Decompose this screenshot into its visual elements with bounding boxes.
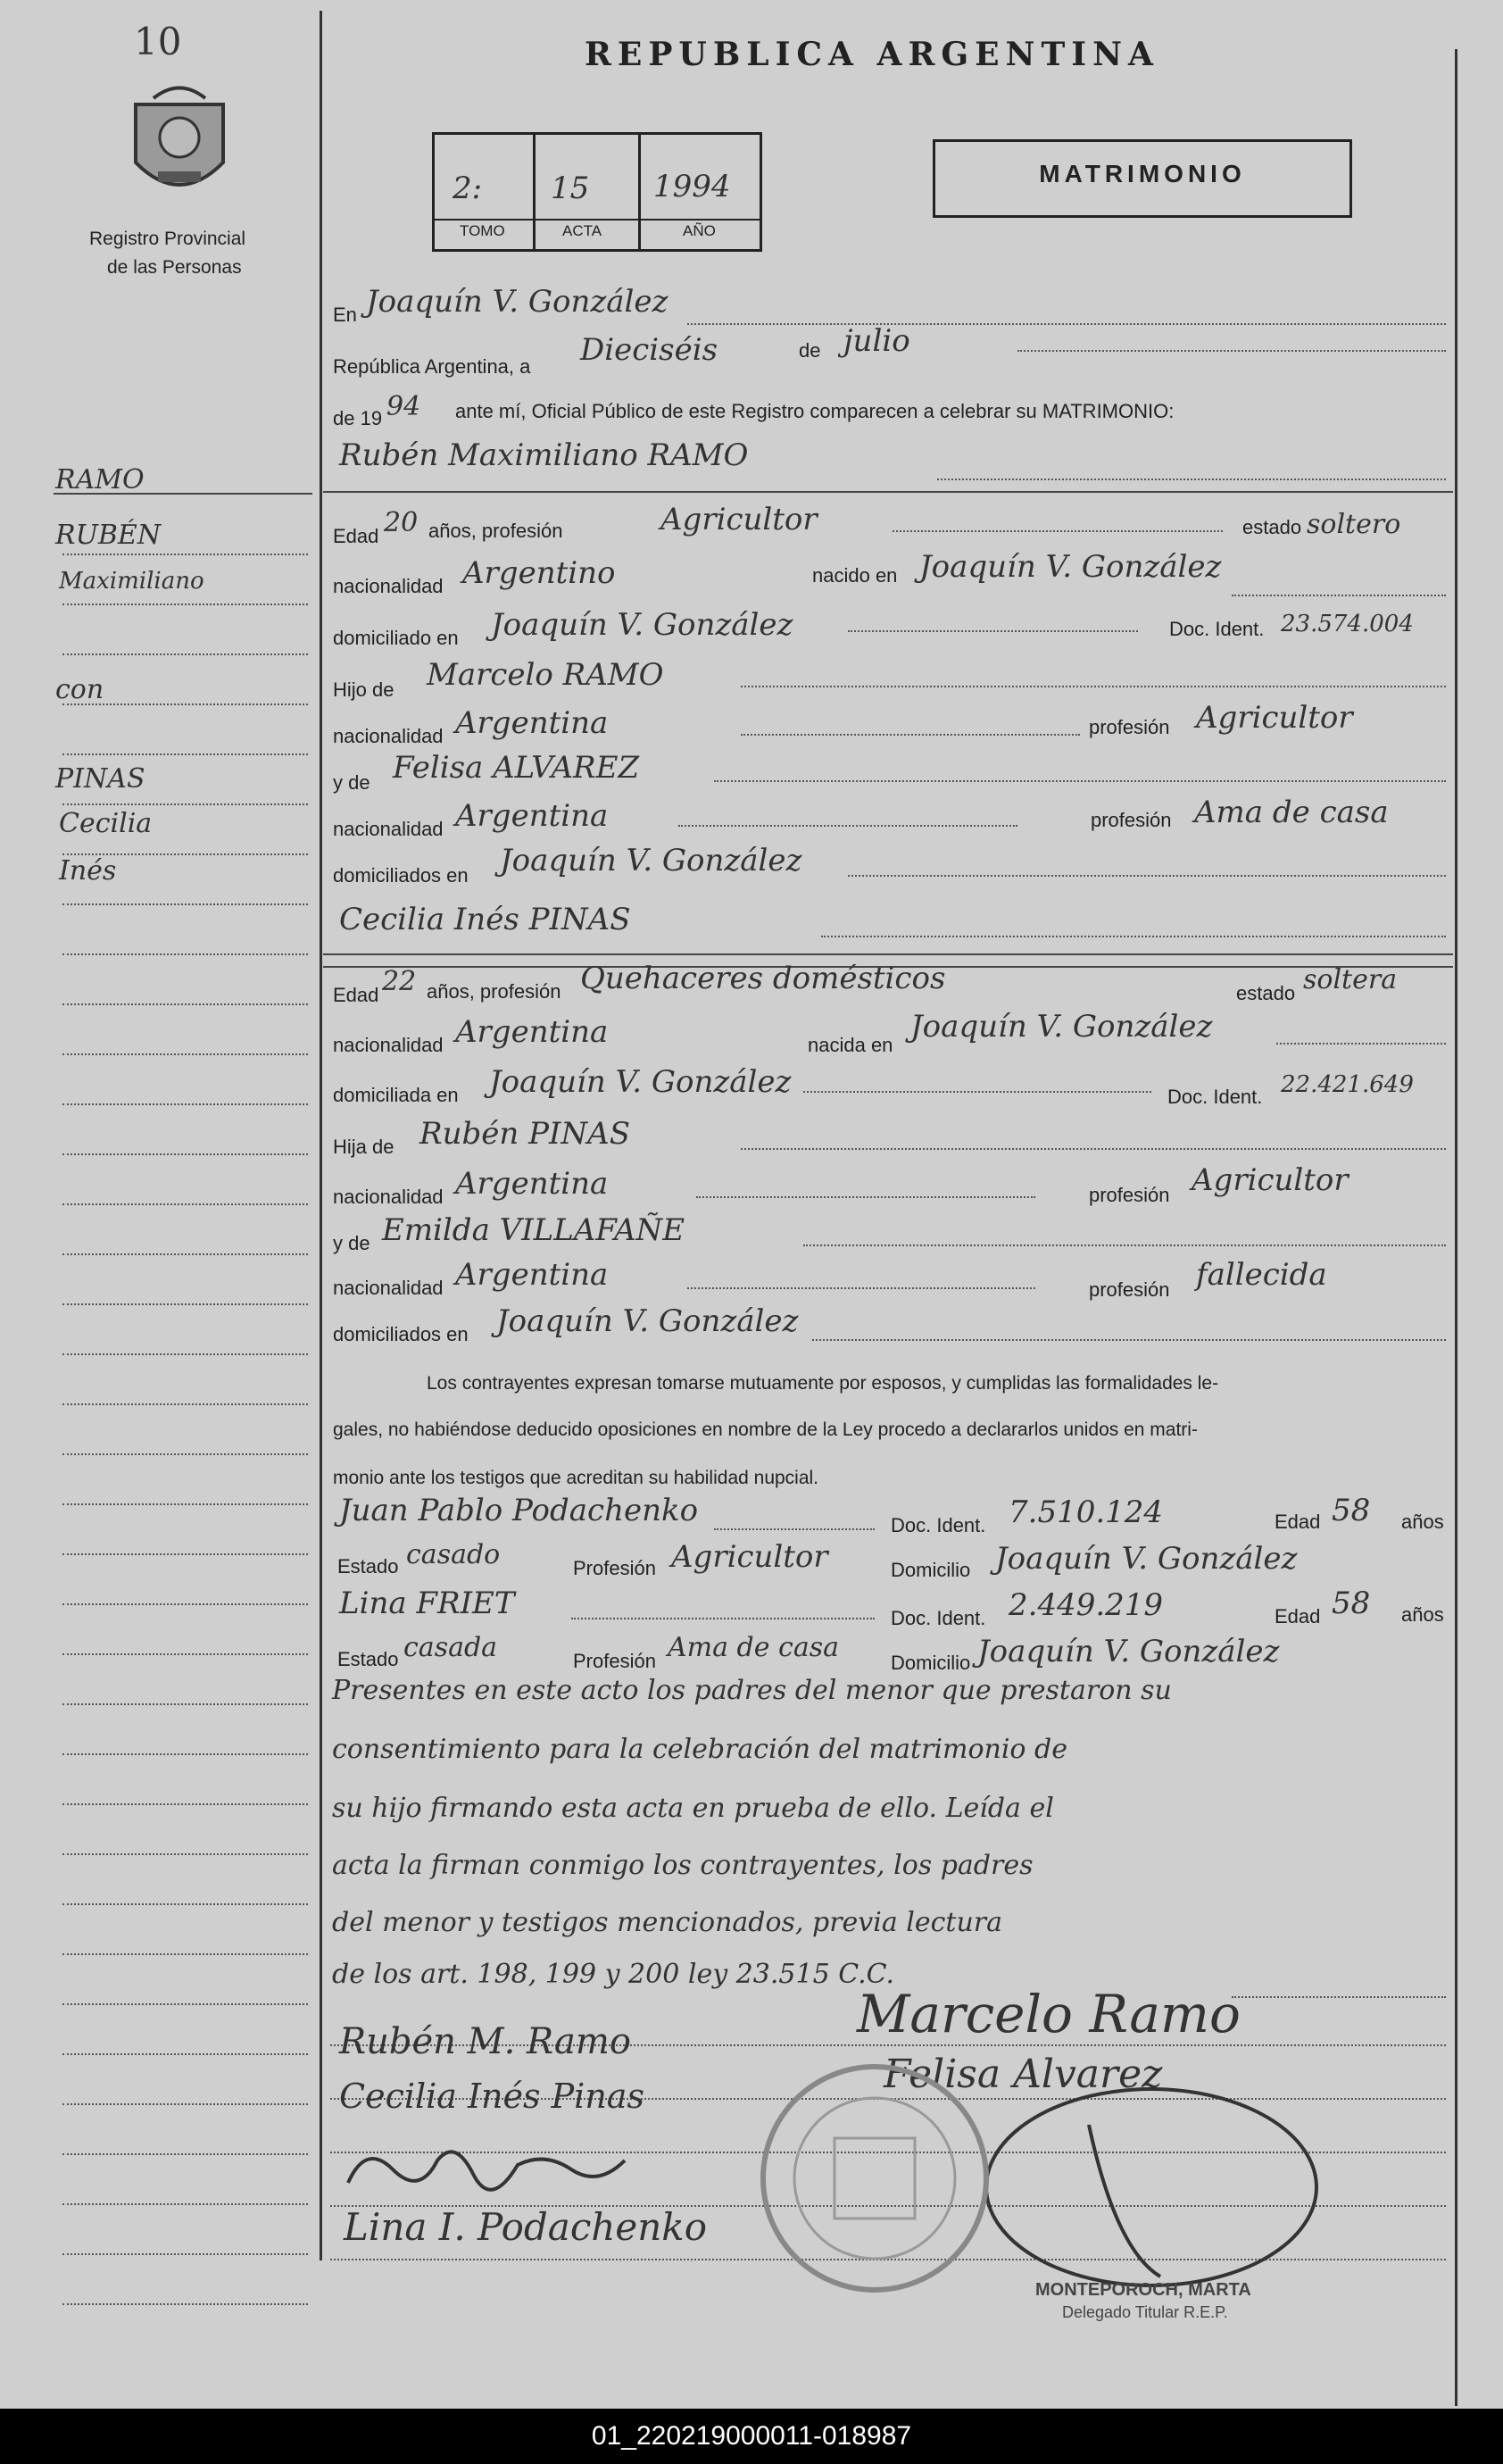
margin-note: con <box>55 674 104 705</box>
margin-rule <box>62 1003 308 1005</box>
groom-domiciliado-label: domiciliado en <box>333 627 459 649</box>
bride-mother-nat-label: nacionalidad <box>333 1277 444 1299</box>
note-line: su hijo firmando esta acta en prueba de ello. Leída el <box>332 1793 1054 1824</box>
groom-father-prof-label: profesión <box>1089 716 1170 738</box>
groom-nationality: Argentino <box>462 555 616 591</box>
groom-father-nat-label: nacionalidad <box>333 725 444 747</box>
declaration-line-1: Los contrayentes expresan tomarse mutuamente por esposos, y cumplidas las formalidades le- <box>427 1373 1219 1394</box>
right-border-line <box>1455 49 1457 2406</box>
bride-full-name: Cecilia Inés PINAS <box>339 902 631 937</box>
declaration-line-3: monio ante los testigos que acreditan su habilidad nupcial. <box>333 1468 819 1488</box>
groom-hijo-label: Hijo de <box>333 678 394 701</box>
groom-mother-profession: Ama de casa <box>1194 795 1389 830</box>
bride-hija-label: Hija de <box>333 1136 394 1158</box>
groom-section-rule <box>323 491 1453 493</box>
groom-domicile: Joaquín V. González <box>491 607 793 643</box>
bride-nationality: Argentina <box>455 1014 609 1050</box>
bride-domiciliada-label: domiciliada en <box>333 1084 459 1106</box>
margin-rule <box>62 653 308 655</box>
bride-mother: Emilda VILLAFAÑE <box>382 1212 685 1248</box>
margin-rule <box>62 1353 308 1355</box>
witness1-domicile: Joaquín V. González <box>995 1541 1298 1577</box>
bride-age: 22 <box>382 966 417 997</box>
margin-rule <box>62 803 308 805</box>
groom-parents-dom-label: domiciliados en <box>333 864 469 887</box>
margin-rule <box>62 2303 308 2305</box>
groom-anos-prof-label: años, profesión <box>428 520 563 542</box>
margin-rule <box>62 2203 308 2205</box>
margin-rule <box>62 1753 308 1755</box>
bride-section-rule-top <box>323 953 1453 955</box>
declaration-line-2: gales, no habiéndose deducido oposiciones en nombre de la Ley procedo a declararlos unidos en matri- <box>333 1419 1198 1440</box>
margin-rule <box>62 2003 308 2005</box>
witness1-anos-label: años <box>1401 1511 1444 1533</box>
groom-doc: 23.574.004 <box>1281 611 1414 637</box>
margin-note: PINAS <box>55 763 145 795</box>
margin-rule <box>62 1603 308 1605</box>
ano-value: 1994 <box>653 169 731 204</box>
witness2-edad-label: Edad <box>1275 1605 1321 1627</box>
bride-parents-domicile: Joaquín V. González <box>496 1303 799 1339</box>
groom-father-profession: Agricultor <box>1196 700 1353 736</box>
acta-value: 15 <box>551 171 590 206</box>
registry-line-1: Registro Provincial <box>89 229 246 249</box>
year-suffix: 94 <box>386 391 421 422</box>
ceremony-text: ante mí, Oficial Público de este Registro comparecen a celebrar su MATRIMONIO: <box>455 400 1175 422</box>
witness1-doc: 7.510.124 <box>1009 1494 1164 1530</box>
margin-note: RAMO <box>55 464 145 495</box>
margin-note: RUBÉN <box>55 520 162 551</box>
signature-right: Marcelo Ramo <box>857 1984 1241 2044</box>
groom-yde-label: y de <box>333 771 370 794</box>
signature-right: Felisa Alvarez <box>884 2052 1163 2097</box>
margin-rule <box>62 753 308 755</box>
groom-mother-nat-label: nacionalidad <box>333 818 444 840</box>
margin-rule <box>62 2253 308 2255</box>
signature-left: Lina I. Podachenko <box>344 2205 708 2249</box>
signature-left: Cecilia Inés Pinas <box>339 2077 644 2116</box>
image-id-caption: 01_220219000011-018987 <box>591 2421 912 2451</box>
registry-line-2: de las Personas <box>107 257 242 278</box>
groom-nacionalidad-label: nacionalidad <box>333 575 444 597</box>
stamp-role: Delegado Titular R.E.P. <box>1062 2303 1228 2321</box>
groom-mother: Felisa ALVAREZ <box>393 750 640 786</box>
witness1-edad-label: Edad <box>1275 1511 1321 1533</box>
groom-profession: Agricultor <box>660 502 818 537</box>
left-border-line <box>320 11 322 2260</box>
margin-rule <box>62 953 308 955</box>
margin-rule <box>62 1053 308 1055</box>
witness1-estado-label: Estado <box>337 1555 399 1577</box>
margin-rule <box>62 1553 308 1555</box>
margin-rule <box>62 1803 308 1805</box>
intro-place: Joaquín V. González <box>366 284 668 320</box>
margin-rule <box>62 1153 308 1155</box>
bride-yde-label: y de <box>333 1232 370 1254</box>
reference-box <box>432 132 762 252</box>
bride-profession: Quehaceres domésticos <box>580 961 946 996</box>
note-line: del menor y testigos mencionados, previa lectura <box>332 1907 1003 1938</box>
note-line: consentimiento para la celebración del matrimonio de <box>332 1734 1067 1765</box>
margin-rule <box>62 2053 308 2055</box>
note-line: Presentes en este acto los padres del menor que prestaron su <box>332 1675 1172 1706</box>
witness2-profession: Ama de casa <box>668 1632 839 1663</box>
bride-nacionalidad-label: nacionalidad <box>333 1034 444 1056</box>
bride-birthplace: Joaquín V. González <box>910 1009 1213 1045</box>
bride-edad-label: Edad <box>333 984 379 1006</box>
intro-day: Dieciséis <box>580 332 718 368</box>
margin-rule <box>62 1103 308 1105</box>
groom-age: 20 <box>384 507 419 538</box>
groom-full-name: Rubén Maximiliano RAMO <box>339 437 749 473</box>
witness2-status: casada <box>403 1632 498 1663</box>
margin-rule <box>62 1853 308 1855</box>
bride-anos-prof-label: años, profesión <box>427 980 561 1003</box>
margin-rule <box>62 2153 308 2155</box>
country-title: REPUBLICA ARGENTINA <box>585 36 1159 73</box>
bride-doc-label: Doc. Ident. <box>1167 1086 1263 1108</box>
intro-month: julio <box>843 323 910 359</box>
official-stamp <box>750 2053 1000 2303</box>
witness2-doc-label: Doc. Ident. <box>891 1607 986 1629</box>
margin-note: Cecilia <box>59 808 153 839</box>
margin-rule <box>62 1453 308 1455</box>
margin-rule <box>62 1903 308 1905</box>
margin-rule <box>62 554 308 555</box>
tomo-label: TOMO <box>460 222 505 239</box>
bride-parents-dom-label: domiciliados en <box>333 1323 469 1345</box>
groom-parents-domicile: Joaquín V. González <box>500 843 802 878</box>
bride-father-profession: Agricultor <box>1192 1162 1349 1198</box>
stamp-name: MONTEPOROCH, MARTA <box>1035 2280 1251 2300</box>
bride-domicile: Joaquín V. González <box>489 1064 792 1100</box>
witness2-doc: 2.449.219 <box>1009 1587 1164 1623</box>
margin-note: Maximiliano <box>59 568 204 595</box>
acta-label: ACTA <box>562 222 602 239</box>
margin-rule <box>62 1703 308 1705</box>
groom-father-nationality: Argentina <box>455 705 609 741</box>
bride-father: Rubén PINAS <box>419 1116 630 1152</box>
witness1-age: 58 <box>1332 1493 1371 1528</box>
note-line: acta la firman conmigo los contrayentes, los padres <box>332 1850 1034 1881</box>
witness2-name: Lina FRIET <box>339 1586 515 1621</box>
witness1-prof-label: Profesión <box>573 1557 656 1579</box>
groom-nacido-label: nacido en <box>812 564 898 587</box>
margin-note: Inés <box>59 855 117 887</box>
witness2-prof-label: Profesión <box>573 1650 656 1672</box>
coat-of-arms-seal <box>127 82 232 207</box>
de-label: de <box>799 339 821 362</box>
witness2-estado-label: Estado <box>337 1648 399 1670</box>
margin-rule <box>62 1253 308 1255</box>
note-line: de los art. 198, 199 y 200 ley 23.515 C.C. <box>332 1959 895 1990</box>
witness1-dom-label: Domicilio <box>891 1559 971 1581</box>
signature-scribble <box>339 2134 634 2196</box>
groom-mother-nationality: Argentina <box>455 798 609 834</box>
witness1-name: Juan Pablo Podachenko <box>339 1493 699 1528</box>
tomo-value: 2: <box>453 171 483 206</box>
groom-mother-prof-label: profesión <box>1091 809 1172 831</box>
act-type: MATRIMONIO <box>1039 160 1246 187</box>
witness2-age: 58 <box>1332 1586 1371 1621</box>
groom-estado-label: estado <box>1242 516 1302 538</box>
witness1-profession: Agricultor <box>671 1539 828 1575</box>
groom-edad-label: Edad <box>333 525 379 547</box>
signature-left: Rubén M. Ramo <box>339 2021 631 2062</box>
bride-doc: 22.421.649 <box>1281 1071 1414 1098</box>
margin-rule <box>62 1653 308 1655</box>
groom-father: Marcelo RAMO <box>427 657 664 693</box>
witness2-domicile: Joaquín V. González <box>977 1634 1280 1669</box>
groom-civil-status: soltero <box>1307 509 1401 540</box>
groom-birthplace: Joaquín V. González <box>919 549 1222 585</box>
bride-civil-status: soltera <box>1303 964 1398 995</box>
margin-rule <box>62 1203 308 1205</box>
groom-doc-label: Doc. Ident. <box>1169 618 1265 640</box>
witness2-anos-label: años <box>1401 1603 1444 1626</box>
margin-rule <box>62 1503 308 1505</box>
margin-rule <box>62 1403 308 1405</box>
margin-rule <box>62 2103 308 2105</box>
bride-father-prof-label: profesión <box>1089 1184 1170 1206</box>
margin-rule <box>62 903 308 905</box>
en-label: En <box>333 304 357 326</box>
margin-rule <box>62 604 308 605</box>
bride-estado-label: estado <box>1236 982 1296 1004</box>
bride-nacida-label: nacida en <box>808 1034 893 1056</box>
bride-mother-prof-label: profesión <box>1089 1278 1170 1301</box>
bride-mother-nationality: Argentina <box>455 1257 609 1293</box>
margin-rule <box>62 1953 308 1955</box>
act-type-box <box>933 139 1352 218</box>
bride-father-nationality: Argentina <box>455 1166 609 1202</box>
margin-rule <box>62 1303 308 1305</box>
year-prefix: de 19 <box>333 407 383 429</box>
witness1-status: casado <box>406 1539 501 1570</box>
bride-mother-profession: fallecida <box>1196 1257 1327 1293</box>
page-number: 10 <box>134 20 182 63</box>
witness2-dom-label: Domicilio <box>891 1652 971 1674</box>
witness1-doc-label: Doc. Ident. <box>891 1514 986 1536</box>
republica-label: República Argentina, a <box>333 355 531 378</box>
signature-loop <box>955 2071 1330 2303</box>
bride-father-nat-label: nacionalidad <box>333 1186 444 1208</box>
ano-label: AÑO <box>683 222 716 239</box>
